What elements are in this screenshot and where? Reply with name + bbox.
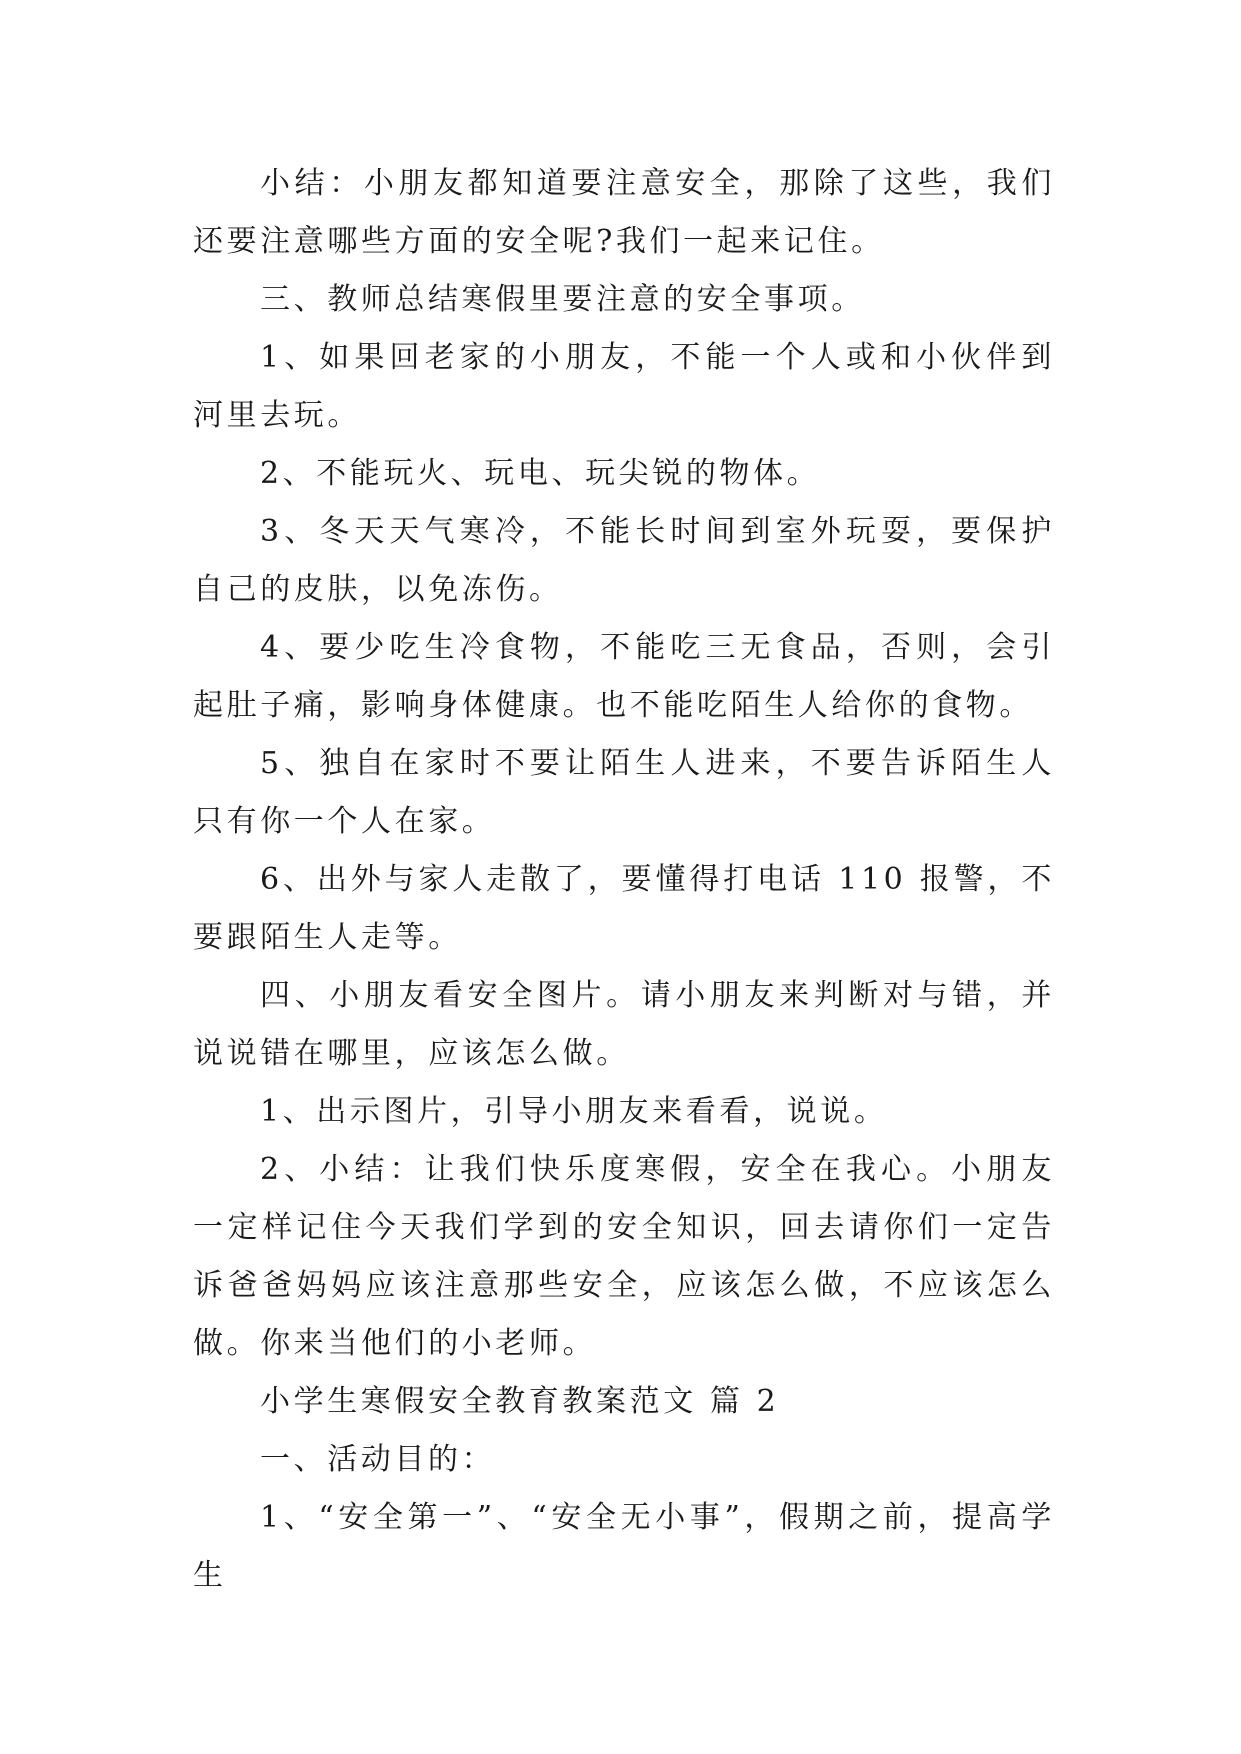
- paragraph-activity-purpose-item-1: 1、“安全第一”、“安全无小事”，假期之前，提高学生: [193, 1500, 1055, 1593]
- paragraph-item-1: 1、如果回老家的小朋友，不能一个人或和小伙伴到河里去玩。: [193, 340, 1055, 433]
- document-body: [193, 155, 1055, 1605]
- paragraph-summary: 小结：小朋友都知道要注意安全，那除了这些，我们还要注意哪些方面的安全呢?我们一起来记住。: [193, 166, 1055, 259]
- paragraph-item-5: 5、独自在家时不要让陌生人进来，不要告诉陌生人只有你一个人在家。: [193, 746, 1055, 839]
- paragraph-section-three-heading: 三、教师总结寒假里要注意的安全事项。: [260, 282, 865, 317]
- paragraph-item-2: 2、不能玩火、玩电、玩尖锐的物体。: [260, 456, 821, 491]
- paragraph-article-2-title: 小学生寒假安全教育教案范文 篇 2: [260, 1384, 780, 1419]
- paragraph-item-3: 3、冬天天气寒冷，不能长时间到室外玩耍，要保护自己的皮肤，以免冻伤。: [193, 514, 1055, 607]
- paragraph-activity-purpose-heading: 一、活动目的：: [260, 1442, 496, 1477]
- paragraph-section-four-item-1: 1、出示图片，引导小朋友来看看，说说。: [260, 1094, 888, 1129]
- paragraph-section-four-heading: 四、小朋友看安全图片。请小朋友来判断对与错，并说说错在哪里，应该怎么做。: [193, 978, 1055, 1071]
- paragraph-item-6: 6、出外与家人走散了，要懂得打电话 110 报警，不要跟陌生人走等。: [193, 862, 1055, 955]
- paragraph-section-four-item-2: 2、小结：让我们快乐度寒假，安全在我心。小朋友一定样记住今天我们学到的安全知识，回去请你们一定告诉爸爸妈妈应该注意那些安全，应该怎么做，不应该怎么做。你来当他们的小老师。: [193, 1152, 1055, 1361]
- paragraph-item-4: 4、要少吃生冷食物，不能吃三无食品，否则，会引起肚子痛，影响身体健康。也不能吃陌生人给你的食物。: [193, 630, 1055, 723]
